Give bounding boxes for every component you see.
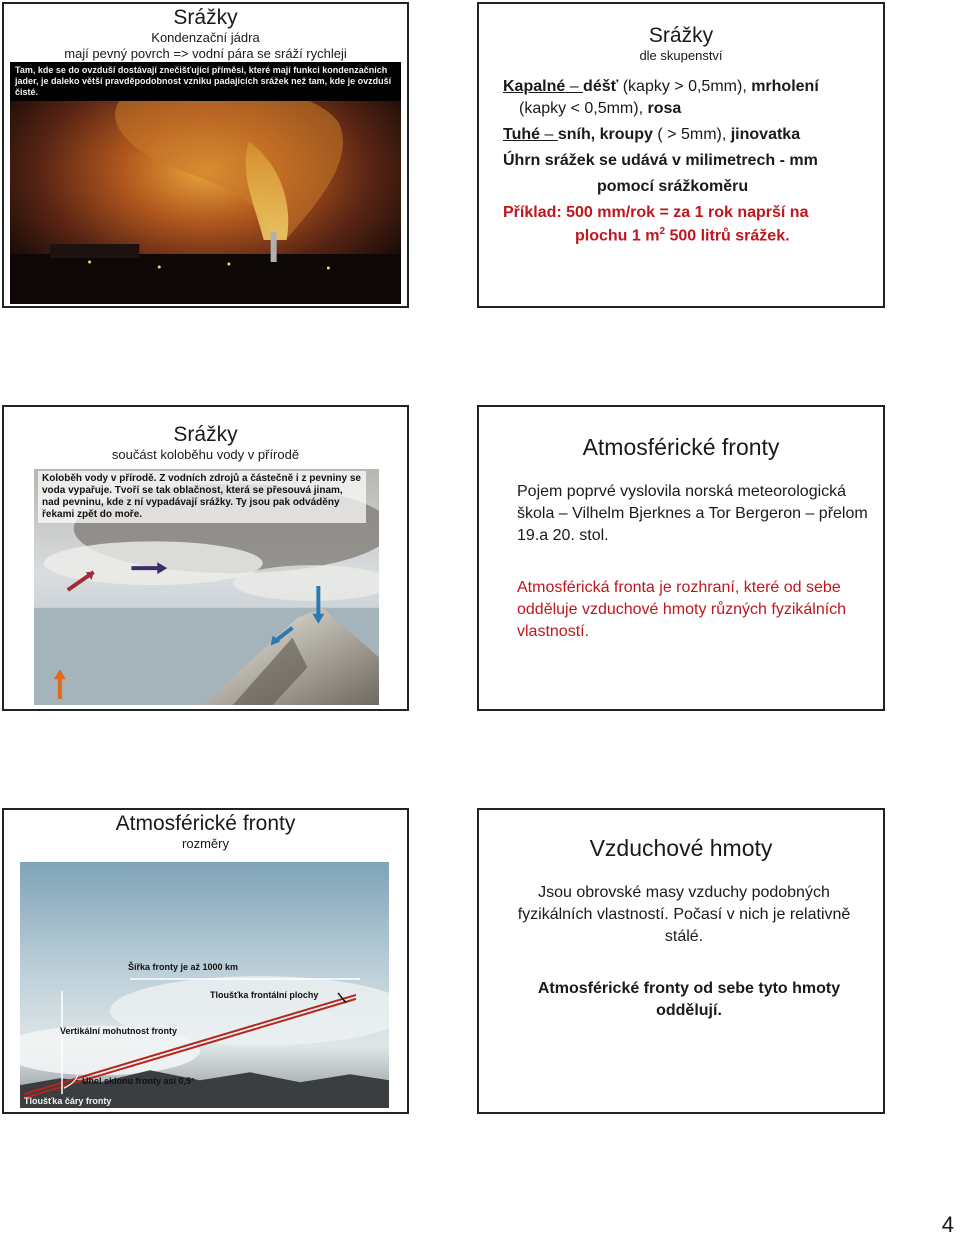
term-drizzle: mrholení (751, 78, 819, 95)
label-frontal-surface-thickness: Tloušťka frontální plochy (210, 990, 319, 1000)
front-dimensions-illustration (20, 862, 389, 1108)
page-number: 4 (941, 1212, 954, 1237)
slide-subtitle: rozměry (182, 836, 229, 851)
slide-water-cycle (2, 405, 409, 711)
example-area: plochu 1 m (575, 227, 660, 245)
slide-title: Vzduchové hmoty (589, 835, 773, 861)
slide-subtitle: dle skupenství (639, 48, 723, 63)
bjerknes-paragraph: Pojem poprvé vyslovila norská meteorologická škola – Vilhelm Bjerknes a Tor Bergeron – přelom 19.a 20. stol. (517, 483, 868, 544)
gauge-line: pomocí srážkoměru (597, 178, 749, 195)
term-solid: Tuhé (503, 126, 541, 143)
smoke-plume-photo (10, 62, 401, 304)
slide-front-dimensions (2, 808, 409, 1114)
drizzle-size: (kapky < 0,5mm), (519, 100, 648, 117)
slide-subtitle: součást koloběhu vody v přírodě (111, 447, 300, 462)
front-definition: Atmosférická fronta je rozhraní, které od sebe odděluje vzduchové hmoty různých fyzikálních vlastností. (517, 579, 847, 640)
example-line-2 (575, 226, 790, 245)
slide-precipitation-states (477, 2, 885, 308)
slide-title: Srážky (173, 6, 238, 29)
photo-caption: Tam, kde se do ovzduší dostávají znečišťující příměsi, které mají funkci kondenzačních jader, je daleko větší pravděpodobnost vzniku padajících srážek než tam, kde je ovzduší čisté. (10, 62, 401, 101)
term-liquid: Kapalné (503, 78, 566, 95)
label-line-thickness: Tloušťka čáry fronty (24, 1096, 112, 1106)
label-vertical-extent: Vertikální mohutnost fronty (60, 1026, 178, 1036)
term-snow-hail: sníh, kroupy (557, 126, 653, 143)
slide-title: Atmosférické fronty (115, 812, 296, 835)
slide-subtitle-2: mají pevný povrch => vodní pára se sráží rychleji (64, 46, 347, 61)
slide-air-masses (477, 808, 885, 1114)
front-dimensions-picture (20, 862, 389, 1108)
example-line: Příklad: 500 mm/rok = za 1 rok naprší na (503, 204, 809, 221)
dash: – (565, 78, 584, 95)
slide-title: Atmosférické fronty (582, 434, 780, 460)
liquid-line (503, 78, 819, 96)
label-front-width: Šířka fronty je až 1000 km (128, 962, 239, 972)
term-rain: déšť (583, 78, 619, 95)
slide-subtitle: Kondenzační jádra (151, 30, 260, 45)
term-dew: rosa (647, 100, 682, 117)
hail-size: ( > 5mm), (652, 126, 731, 143)
slide-title: Srážky (173, 423, 238, 446)
slide-title: Srážky (648, 24, 714, 47)
superscript-2: 2 (659, 226, 666, 237)
water-cycle-caption: Koloběh vody v přírodě. Z vodních zdrojů a částečně i z pevniny se voda vypařuje. Tvoří se tak oblačnost, která se přesouvá jinam, nad pevninu, kde z ní vypadávají srážky. Ty jsou pak odváděny řekami zpět do moře. (38, 471, 366, 523)
label-slope-angle: Úhel sklonu fronty asi 0,5° (82, 1076, 195, 1086)
rain-size: (kapky > 0,5mm), (618, 78, 752, 95)
example-volume: 500 litrů srážek. (665, 227, 790, 245)
slide-atmospheric-fronts-intro (477, 405, 885, 711)
air-mass-definition: Jsou obrovské masy vzduchy podobných fyzikálních vlastností. Počasí v nich je relativně stálé. (517, 884, 851, 945)
term-hoarfrost: jinovatka (730, 126, 801, 143)
solid-line (503, 126, 800, 144)
total-precip-line: Úhrn srážek se udává v milimetrech - mm (503, 152, 818, 169)
fronts-separate-masses: Atmosférické fronty od sebe tyto hmoty oddělují. (537, 980, 841, 1019)
water-cycle-illustration (34, 469, 379, 705)
dash: – (540, 126, 558, 143)
slide-condensation-nuclei (2, 2, 409, 308)
liquid-line-2 (519, 100, 681, 118)
